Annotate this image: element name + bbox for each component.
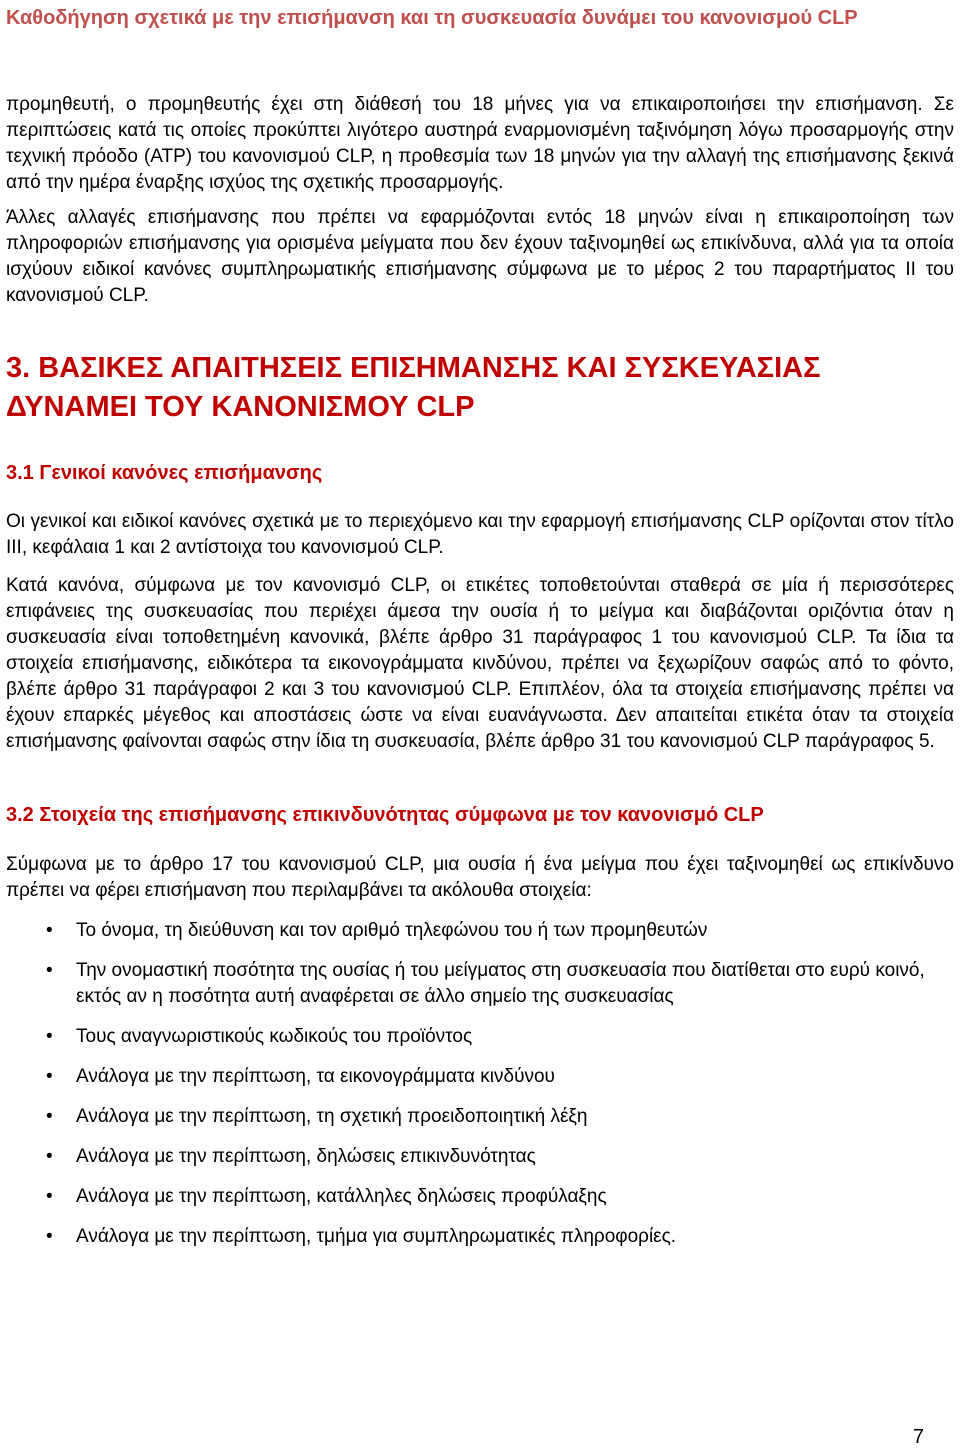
bullet-icon: • [46, 1106, 53, 1127]
section-3-heading-line1: 3. ΒΑΣΙΚΕΣ ΑΠΑΙΤΗΣΕΙΣ ΕΠΙΣΗΜΑΝΣΗΣ ΚΑΙ ΣΥΣΚΕΥΑΣΙΑΣ [6, 352, 821, 384]
bullet-icon: • [46, 960, 53, 981]
section-3-1-paragraph-1: Οι γενικοί και ειδικοί κανόνες σχετικά με το περιεχόμενο και την εφαρμογή επισήμανσης CLP ορίζονται στον τίτλο III, κεφάλαια 1 και 2 αντίστοιχα του κανονισμού CLP. [6, 511, 954, 558]
document-body [6, 92, 954, 1250]
list-item: • Την ονομαστική ποσότητα της ουσίας ή του μείγματος στη συσκευασία που διατίθεται στο ευρύ κοινό, εκτός αν η ποσότητα αυτή αναφέρεται σε άλλο σημείο της συσκευασίας [46, 960, 925, 1007]
bullet-icon: • [46, 1026, 53, 1047]
label-elements-list [6, 918, 954, 1250]
page-number: 7 [912, 1426, 924, 1448]
bullet-icon: • [46, 1226, 53, 1247]
list-item: • Τους αναγνωριστικούς κωδικούς του προϊόντος [6, 1024, 954, 1050]
other-changes-paragraph: Άλλες αλλαγές επισήμανσης που πρέπει να εφαρμόζονται εντός 18 μηνών είναι η επικαιροποίηση των πληροφοριών επισήμανσης για ορισμένα μείγματα που δεν έχουν ταξινομηθεί ως επικίνδυνα, αλλά για τα οποία ισχύουν ειδικοί κανόνες συμπληρωματικής επισήμανσης σύμφωνα με το μέρος 2 του παραρτήματος II του κανονισμού CLP. [6, 207, 954, 306]
bullet-icon: • [46, 1066, 53, 1087]
bullet-icon: • [46, 1146, 53, 1167]
intro-paragraph: προμηθευτή, ο προμηθευτής έχει στη διάθεσή του 18 μήνες για να επικαιροποιήσει την επισήμανση. Σε περιπτώσεις κατά τις οποίες προκύπτει λιγότερο αυστηρά εναρμονισμένη ταξινόμηση λόγω προσαρμογής στην τεχνική πρόοδο (ATP) του κανονισμού CLP, η προθεσμία των 18 μηνών για την αλλαγή της επισήμανσης ξεκινά από την ημέρα έναρξης ισχύος της σχετικής προσαρμογής. [6, 94, 954, 193]
section-3-heading [6, 349, 954, 427]
list-item: • Ανάλογα με την περίπτωση, τα εικονογράμματα κινδύνου [6, 1064, 954, 1090]
bullet-icon: • [46, 920, 53, 941]
list-item: • Ανάλογα με την περίπτωση, κατάλληλες δηλώσεις προφύλαξης [6, 1184, 954, 1210]
list-item: • Το όνομα, τη διεύθυνση και τον αριθμό τηλεφώνου του ή των προμηθευτών [6, 918, 954, 944]
section-3-1-paragraph-2: Κατά κανόνα, σύμφωνα με τον κανονισμό CLP, οι ετικέτες τοποθετούνται σταθερά σε μία ή περισσότερες επιφάνειες της συσκευασίας που περιέχει άμεσα την ουσία ή το μείγμα και διαβάζονται οριζόντια όταν η συσκευασία είναι τοποθετημένη κανονικά, βλέπε άρθρο 31 παράγραφος 1 του κανονισμού CLP. Τα ίδια τα στοιχεία επισήμανσης, ειδικότερα τα εικονογράμματα κινδύνου, πρέπει να ξεχωρίζουν σαφώς από το φόντο, βλέπε άρθρο 31 παράγραφοι 2 και 3 του κανονισμού CLP. Επιπλέον, όλα τα στοιχεία επισήμανσης πρέπει να έχουν επαρκές μέγεθος και αποστάσεις ώστε να είναι ευανάγνωστα. Δεν απαιτείται ετικέτα όταν τα στοιχεία επισήμανσης φαίνονται σαφώς στην ίδια τη συσκευασία, βλέπε άρθρο 31 του κανονισμού CLP παράγραφος 5. [6, 575, 954, 752]
section-3-heading-line2: ΔΥΝΑΜΕΙ ΤΟΥ ΚΑΝΟΝΙΣΜΟΥ CLP [6, 391, 475, 423]
list-item: • Ανάλογα με την περίπτωση, τμήμα για συμπληρωματικές πληροφορίες. [6, 1224, 954, 1250]
list-item: • Ανάλογα με την περίπτωση, δηλώσεις επικινδυνότητας [6, 1144, 954, 1170]
section-3-1-heading: 3.1 Γενικοί κανόνες επισήμανσης [6, 462, 323, 484]
section-3-2-paragraph: Σύμφωνα με το άρθρο 17 του κανονισμού CLP, μια ουσία ή ένα μείγμα που έχει ταξινομηθεί ως επικίνδυνο πρέπει να φέρει επισήμανση που περιλαμβάνει τα ακόλουθα στοιχεία: [6, 854, 954, 901]
bullet-icon: • [46, 1186, 53, 1207]
running-header [6, 4, 954, 32]
section-3-2-heading: 3.2 Στοιχεία της επισήμανσης επικινδυνότητας σύμφωνα με τον κανονισμό CLP [6, 804, 764, 826]
list-item: • Ανάλογα με την περίπτωση, τη σχετική προειδοποιητική λέξη [6, 1104, 954, 1130]
document-title: Καθοδήγηση σχετικά με την επισήμανση και τη συσκευασία δυνάμει του κανονισμού CLP [6, 7, 858, 29]
